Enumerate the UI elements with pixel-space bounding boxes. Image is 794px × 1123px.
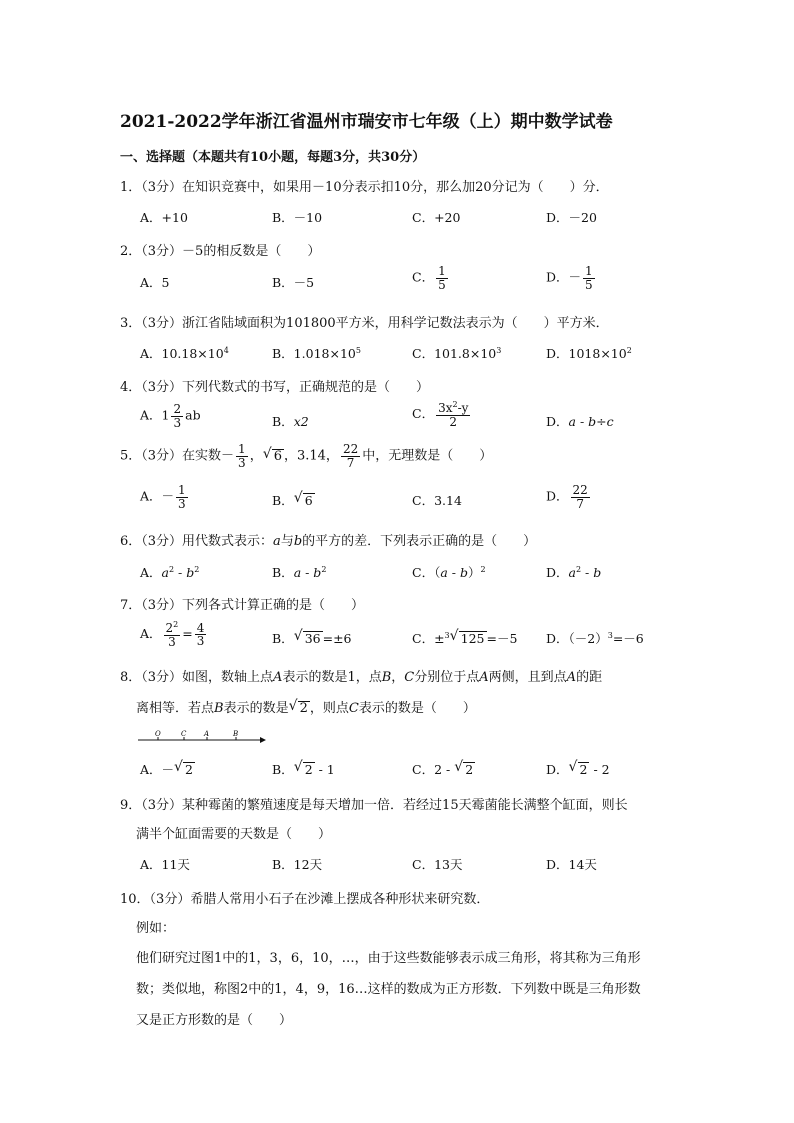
- q1-option-a[interactable]: A．+10: [140, 210, 188, 225]
- q8-a-label: A．－: [140, 762, 175, 777]
- fraction: [436, 265, 448, 291]
- q6-a-exp2: 2: [194, 564, 200, 574]
- fraction: [176, 484, 188, 510]
- q5-option-a[interactable]: [140, 484, 190, 510]
- q4-c-num-a: 3x: [438, 401, 453, 415]
- q6-var-a: a: [273, 534, 281, 549]
- q6-a-exp1: 2: [168, 564, 175, 574]
- q5-b-label: B．: [272, 493, 294, 508]
- q3-b-base: B．1.018×10: [272, 346, 356, 361]
- question-10-line5: 又是正方形数的是（ ）: [136, 1013, 293, 1028]
- q6-d-label: D．: [546, 565, 569, 580]
- q4-a-label: A．1: [140, 407, 170, 423]
- q5-num2: 22: [342, 442, 359, 456]
- q8-l1a: 8．（3分）如图，数轴上点: [120, 670, 274, 685]
- q7-a-num-base: 2: [165, 621, 174, 635]
- q6-option-a[interactable]: [140, 563, 199, 581]
- q7-a-label: A．: [140, 626, 162, 642]
- q5-text-d: 中，无理数是（ ）: [362, 448, 493, 464]
- q7-d-label: D．（－2）: [546, 631, 608, 646]
- q2-c-num: 1: [438, 264, 446, 278]
- axis-label-c: C: [181, 730, 187, 738]
- fraction: [436, 401, 470, 428]
- q6-option-d[interactable]: [546, 563, 601, 581]
- q6-c-exp: 2: [480, 564, 486, 574]
- q5-option-c[interactable]: C．3.14: [412, 493, 462, 508]
- sqrt-symbol: √ 2: [454, 759, 474, 777]
- q6-option-b[interactable]: [272, 563, 326, 581]
- q6-a-label: A．: [140, 565, 162, 580]
- q3-d-exp: 2: [626, 345, 632, 355]
- q7-c-sqrt: 125: [460, 631, 485, 646]
- q3-b-exp: 5: [355, 345, 361, 355]
- q4-option-d[interactable]: [546, 412, 614, 430]
- q6-b-expr: a - b: [293, 565, 322, 580]
- q3-option-d[interactable]: [546, 344, 632, 362]
- q4-option-c[interactable]: [412, 401, 472, 428]
- q8-l2b: 表示的数是: [223, 701, 289, 716]
- question-8-line1: [120, 666, 602, 685]
- q5-d-label: D．: [546, 488, 569, 504]
- question-9-line1: 9．（3分）某种霉菌的繁殖速度是每天增加一倍．若经过15天霉菌能长满整个缸面，则长: [120, 798, 628, 813]
- q8-l1b: 表示的数是1，点: [282, 670, 382, 685]
- q8-d-sqrt: 2: [579, 762, 588, 777]
- question-10-line2: 例如：: [136, 921, 176, 936]
- q2-d-label: D．: [546, 269, 569, 285]
- q8-l1c: ，: [391, 670, 405, 685]
- sqrt-symbol: √ 2: [293, 759, 313, 777]
- q2-option-a[interactable]: A．5: [140, 275, 170, 290]
- question-9-line2: 满半个缸面需要的天数是（ ）: [136, 827, 332, 842]
- sqrt-symbol: √ 6: [262, 445, 282, 464]
- q5-text-c: ，3.14，: [283, 448, 339, 464]
- q4-d-expr: a - b÷c: [568, 414, 614, 429]
- q5-option-d[interactable]: [546, 484, 592, 510]
- q9-option-c[interactable]: C．13天: [412, 857, 463, 872]
- q5-d-den: 7: [576, 496, 584, 511]
- section-heading: 一、选择题（本题共有10小题，每题3分，共30分）: [120, 150, 426, 165]
- sqrt-symbol: √ 36: [293, 628, 321, 646]
- q7-b-tail: =±6: [322, 631, 352, 646]
- q8-option-c[interactable]: [412, 760, 475, 778]
- q6-d-exp: 2: [575, 564, 582, 574]
- q6-d-expr: a: [568, 565, 576, 580]
- q7-option-a[interactable]: [140, 621, 208, 648]
- q7-c-index: 3: [444, 630, 450, 640]
- question-3-text: 3．（3分）浙江省陆域面积为101800平方米，用科学记数法表示为（ ）平方米．: [120, 316, 609, 331]
- q7-b-label: B．: [272, 631, 294, 646]
- q1-option-d[interactable]: D．－20: [546, 210, 597, 225]
- q8-var: A: [479, 670, 489, 685]
- q4-option-a[interactable]: [140, 403, 201, 429]
- q5-num: 1: [238, 442, 246, 456]
- fraction: [583, 265, 595, 291]
- q4-a-den: 3: [173, 415, 182, 430]
- q7-option-b[interactable]: [272, 629, 352, 647]
- number-line-arrow: [260, 737, 266, 743]
- cbrt-symbol: √ 125: [449, 628, 485, 646]
- q5-text-b: ，: [249, 448, 263, 464]
- question-7-text: 7．（3分）下列各式计算正确的是（ ）: [120, 598, 365, 613]
- q2-c-den: 5: [438, 277, 446, 292]
- fraction: [341, 443, 360, 469]
- q7-a-num-exp: 2: [173, 620, 179, 629]
- q8-b-label: B．: [272, 762, 294, 777]
- q4-a-tail: ab: [185, 407, 201, 423]
- q7-option-d[interactable]: [546, 629, 644, 647]
- q7-option-c[interactable]: [412, 629, 517, 647]
- q8-b-sqrt: 2: [304, 762, 313, 777]
- q8-c-sqrt: 2: [465, 762, 474, 777]
- q3-option-b[interactable]: [272, 344, 361, 362]
- q3-d-base: D．1018×10: [546, 346, 627, 361]
- q8-var: B: [214, 701, 224, 716]
- fraction: [236, 443, 248, 469]
- q6-option-c[interactable]: [412, 563, 486, 581]
- q4-a-num: 2: [173, 402, 182, 416]
- question-8-line2: [136, 697, 476, 716]
- q8-d-tail: - 2: [589, 762, 610, 777]
- q4-c-num-exp: 2: [452, 400, 458, 409]
- fraction: [164, 621, 181, 648]
- q7-a-den2: 3: [196, 634, 205, 649]
- q3-c-exp: 3: [496, 345, 502, 355]
- q9-option-a[interactable]: A．11天: [140, 857, 190, 872]
- q6-d-tail: - b: [581, 565, 602, 580]
- q6-c-expr: a - b: [440, 565, 468, 580]
- q8-option-b[interactable]: [272, 760, 335, 778]
- q8-var: A: [273, 670, 283, 685]
- q5-b-sqrt: 6: [304, 493, 313, 508]
- q6-b-label: B．: [272, 565, 294, 580]
- question-1-text: 1．（3分）在知识竞赛中，如果用－10分表示扣10分，那么加20分记为（ ）分．: [120, 180, 609, 195]
- q7-d-tail: =－6: [612, 631, 644, 646]
- fraction: [195, 622, 207, 648]
- question-10-line4: 数；类似地，称图2中的1，4，9，16…这样的数成为正方形数．下列数中既是三角形数: [136, 982, 641, 997]
- q8-b-tail: - 1: [314, 762, 335, 777]
- q6-c-label: C．（: [412, 565, 441, 580]
- q2-d-den: 5: [585, 277, 593, 292]
- question-4-text: 4．（3分）下列代数式的书写，正确规范的是（ ）: [120, 380, 430, 395]
- page-title: 2021-2022学年浙江省温州市瑞安市七年级（上）期中数学试卷: [120, 112, 613, 132]
- q6-text-b: 与: [280, 534, 294, 549]
- q5-sqrt: 6: [273, 448, 282, 464]
- q3-option-a[interactable]: [140, 344, 229, 362]
- q7-a-eq: =: [182, 626, 193, 642]
- q7-a-num: [164, 621, 181, 636]
- fraction: [171, 403, 183, 429]
- q7-d-exp: 3: [607, 630, 613, 640]
- number-line-figure: [136, 728, 268, 746]
- q1-option-c[interactable]: C．+20: [412, 210, 461, 225]
- q4-b-expr: x2: [293, 414, 309, 429]
- q6-a-mid: - b: [174, 565, 195, 580]
- q5-a-num: 1: [178, 483, 186, 497]
- axis-label-a: A: [204, 730, 210, 738]
- q5-text-a: 5．（3分）在实数－: [120, 448, 235, 464]
- q7-c-label: C．±: [412, 631, 445, 646]
- q6-text-c: 的平方的差．下列表示正确的是（ ）: [302, 534, 537, 549]
- q6-a-expr: a: [161, 565, 169, 580]
- axis-label-o: O: [155, 730, 161, 738]
- q7-c-tail: =－5: [486, 631, 518, 646]
- q4-c-num-b: -y: [457, 401, 469, 415]
- q5-d-num: 22: [572, 483, 588, 497]
- q7-a-num2: 4: [196, 620, 205, 635]
- q8-var: C: [348, 701, 359, 716]
- question-5-text: [120, 443, 492, 469]
- q5-den2: 7: [346, 455, 355, 470]
- sqrt-symbol: √ 2: [288, 698, 308, 716]
- q5-a-label: A．－: [140, 488, 175, 504]
- question-10-line3: 他们研究过图1中的1，3，6，10，…，由于这些数能够表示成三角形，将其称为三角形: [136, 951, 641, 966]
- q7-b-sqrt: 36: [304, 631, 321, 646]
- q2-option-d[interactable]: [546, 265, 597, 291]
- question-10-line1: 10．（3分）希腊人常用小石子在沙滩上摆成各种形状来研究数．: [120, 892, 490, 907]
- q4-c-num: [436, 401, 470, 416]
- q2-d-num: 1: [585, 264, 593, 278]
- q3-c-base: C．101.8×10: [412, 346, 497, 361]
- q8-l2d: 表示的数是（ ）: [358, 701, 476, 716]
- q4-c-label: C．: [412, 406, 435, 422]
- fraction: [571, 484, 590, 510]
- q5-a-den: 3: [178, 496, 186, 511]
- q9-option-b[interactable]: B．12天: [272, 857, 323, 872]
- q4-b-label: B．: [272, 414, 294, 429]
- q2-option-b[interactable]: B．－5: [272, 275, 315, 290]
- q8-var: C: [404, 670, 415, 685]
- q8-l1d: 分别位于点: [414, 670, 480, 685]
- q5-den: 3: [238, 455, 246, 470]
- q8-sqrt: 2: [299, 701, 308, 716]
- q8-option-d[interactable]: [546, 760, 610, 778]
- q9-option-d[interactable]: D．14天: [546, 857, 597, 872]
- q6-var-b: b: [293, 534, 303, 549]
- q4-d-label: D．: [546, 414, 569, 429]
- q8-var: A: [566, 670, 577, 685]
- q4-c-den: 2: [449, 414, 458, 429]
- q8-option-a[interactable]: [140, 760, 195, 778]
- sqrt-symbol: √ 6: [293, 490, 313, 508]
- q8-a-sqrt: 2: [185, 762, 193, 777]
- q2-option-c[interactable]: [412, 265, 450, 291]
- q3-a-base: A．10.18×10: [140, 346, 224, 361]
- question-6-text: [120, 530, 536, 549]
- q5-option-b[interactable]: [272, 491, 315, 509]
- q2-d-sign: －: [568, 269, 582, 285]
- sqrt-symbol: √ 2: [174, 759, 193, 777]
- q4-option-b[interactable]: [272, 412, 309, 430]
- question-2-text: 2．（3分）－5的相反数是（ ）: [120, 244, 321, 259]
- q8-d-label: D．: [546, 762, 569, 777]
- q3-option-c[interactable]: [412, 344, 501, 362]
- q6-text-a: 6．（3分）用代数式表示：: [120, 534, 274, 549]
- axis-label-b: B: [233, 730, 239, 738]
- sqrt-symbol: √ 2: [568, 759, 588, 777]
- q8-l1f: 的距: [576, 670, 603, 685]
- q6-c-close: ）: [467, 565, 481, 580]
- q8-l2c: ，则点: [309, 701, 349, 716]
- q8-l1e: 两侧，且到点: [488, 670, 567, 685]
- q1-option-b[interactable]: B．－10: [272, 210, 323, 225]
- q6-b-exp: 2: [321, 564, 327, 574]
- q8-c-label: C．2 -: [412, 762, 455, 777]
- q8-var: B: [381, 670, 392, 685]
- q8-l2a: 离相等．若点: [136, 701, 215, 716]
- q2-c-label: C．: [412, 269, 435, 285]
- q7-a-den: 3: [168, 634, 176, 649]
- q3-a-exp: 4: [223, 345, 229, 355]
